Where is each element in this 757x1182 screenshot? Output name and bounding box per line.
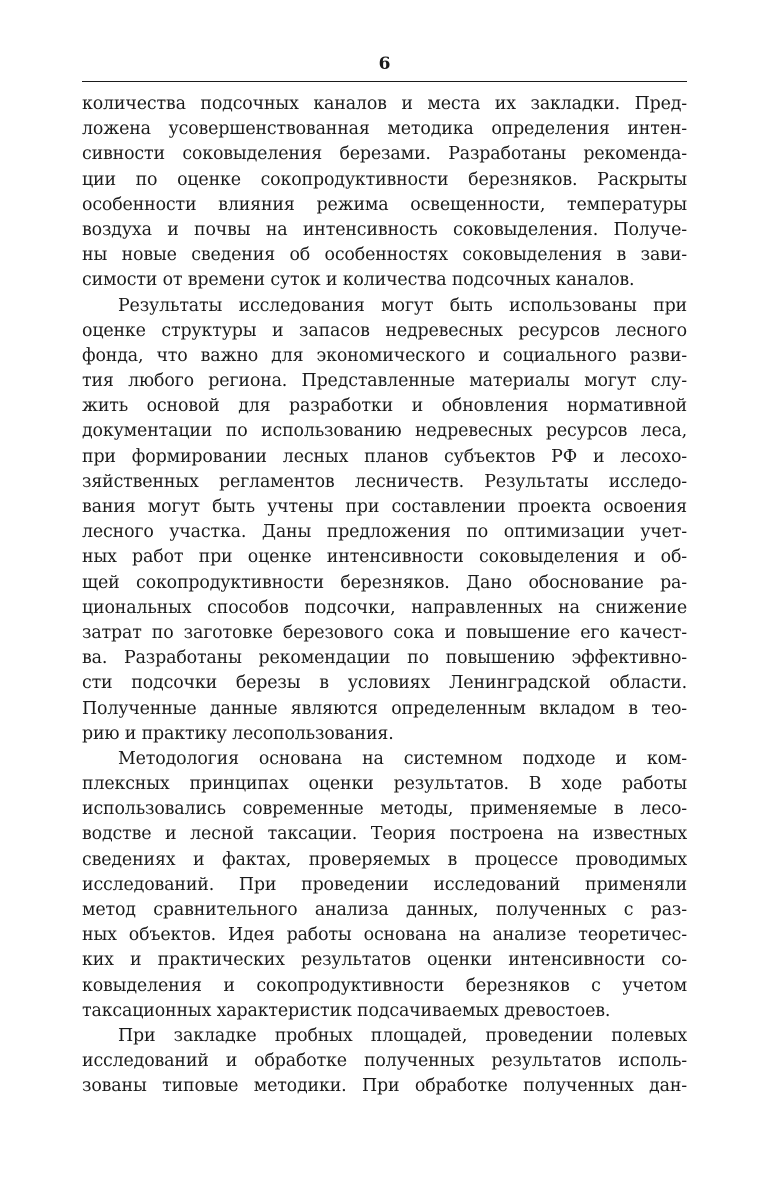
text-line: плексных принципах оценки результатов. В ходе работы — [82, 774, 687, 795]
text-line: ных объектов. Идея работы основана на анализе теоретичес- — [82, 925, 687, 946]
text-line: ции по оценке сокопродуктивности березняков. Раскрыты — [82, 169, 687, 190]
text-line: таксационных характеристик подсачиваемых древостоев. — [82, 1000, 611, 1021]
text-line: лесного участка. Даны предложения по оптимизации учет- — [82, 522, 687, 543]
text-line: затрат по заготовке березового сока и повышение его качест- — [82, 622, 687, 643]
paragraph-2 — [82, 294, 687, 747]
text-line: зяйственных регламентов лесничеств. Результаты исследо- — [82, 471, 687, 492]
text-line: жить основой для разработки и обновления нормативной — [82, 396, 687, 417]
text-line: вания могут быть учтены при составлении проекта освоения — [82, 497, 687, 517]
text-line: щей сокопродуктивности березняков. Дано обоснование ра- — [82, 572, 687, 593]
text-line: ва. Разработаны рекомендации по повышению эффективно- — [82, 648, 687, 669]
page-number: 6 — [378, 54, 391, 74]
text-line: ковыделения и сокопродуктивности березняков с учетом — [82, 975, 687, 996]
paragraph-3 — [82, 747, 687, 1024]
text-line: ных работ при оценке интенсивности соковыделения и об- — [82, 547, 687, 568]
text-line: оценке структуры и запасов недревесных ресурсов лесного — [82, 320, 687, 341]
text-line: фонда, что важно для экономического и социального разви- — [82, 345, 687, 366]
text-line: рию и практику лесопользования. — [82, 723, 394, 744]
text-line: ложена усовершенствованная методика определения интен- — [82, 119, 687, 140]
text-line: зованы типовые методики. При обработке полученных дан- — [82, 1076, 687, 1097]
text-line: использовались современные методы, применяемые в лесо- — [82, 799, 687, 820]
text-line: Результаты исследования могут быть использованы при — [118, 295, 687, 316]
text-line: воздуха и почвы на интенсивность соковыделения. Получе- — [82, 219, 687, 240]
text-line: сти подсочки березы в условиях Ленинградской области. — [82, 673, 687, 694]
text-line: сведениях и фактах, проверяемых в процессе проводимых — [82, 849, 687, 870]
text-line: симости от времени суток и количества подсочных каналов. — [82, 270, 635, 291]
paragraph-1 — [82, 92, 687, 294]
body-text — [82, 92, 687, 1100]
text-line: При закладке пробных площадей, проведении полевых — [118, 1025, 687, 1046]
text-line: Полученные данные являются определенным вкладом в тео- — [82, 698, 687, 719]
text-line: тия любого региона. Представленные материалы могут слу- — [82, 371, 687, 392]
text-line: водстве и лесной таксации. Теория построена на известных — [82, 824, 687, 845]
text-line: ких и практических результатов оценки интенсивности со- — [82, 950, 687, 971]
text-line: количества подсочных каналов и места их закладки. Пред- — [82, 94, 687, 114]
text-line: документации по использованию недревесных ресурсов леса, — [82, 421, 687, 442]
text-line: ны новые сведения об особенностях соковыделения в зави- — [82, 245, 687, 266]
paragraph-4 — [82, 1024, 687, 1100]
text-line: особенности влияния режима освещенности, температуры — [82, 194, 687, 215]
text-line: Методология основана на системном подходе и ком- — [118, 748, 687, 769]
header-divider — [82, 81, 687, 82]
text-line: метод сравнительного анализа данных, полученных с раз- — [82, 900, 687, 920]
text-line: исследований и обработке полученных результатов исполь- — [82, 1051, 687, 1072]
text-line: при формировании лесных планов субъектов РФ и лесохо- — [82, 446, 687, 467]
text-line: сивности соковыделения березами. Разработаны рекоменда- — [82, 144, 687, 165]
text-line: циональных способов подсочки, направленных на снижение — [82, 597, 687, 618]
text-line: исследований. При проведении исследований применяли — [82, 874, 687, 895]
